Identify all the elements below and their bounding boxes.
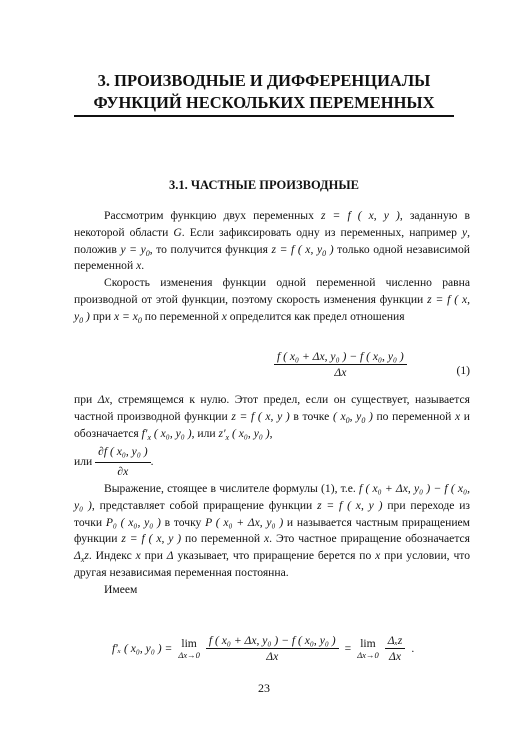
limit-operator <box>178 637 200 660</box>
body-text-block-2 <box>74 392 470 599</box>
text-run: . <box>141 259 145 273</box>
math-inline: ( x <box>332 409 346 423</box>
chapter-title-underline <box>74 115 454 117</box>
math-subscript: 0 <box>361 415 366 425</box>
fraction-denominator: ∂x <box>117 465 129 479</box>
fraction <box>206 634 339 663</box>
paragraph-5: Имеем <box>104 582 138 596</box>
chapter-title <box>60 70 468 117</box>
math-subscript: 0 <box>79 315 84 325</box>
text-run: по переменной <box>141 309 222 323</box>
text-run: при условии, что другая независимая переменная постоянна. <box>74 549 470 579</box>
text-run: , представляет собой приращение функции <box>91 498 318 512</box>
fraction-numerator: f ( x₀ + Δx, y₀ ) − f ( x₀, y₀ ) <box>206 634 339 649</box>
section-title: 3.1. ЧАСТНЫЕ ПРОИЗВОДНЫЕ <box>169 178 359 192</box>
math-subscript: 0 <box>322 248 327 258</box>
paragraph-3-tail <box>74 444 470 481</box>
text-run: , стремящемся к нулю. Этот предел, если он существует, называется частной производной функции <box>74 393 470 423</box>
text-run: Выражение, стоящее в числителе формулы (1), т.е. <box>104 481 360 495</box>
fraction-denominator: Δx <box>266 650 279 663</box>
math-inline: z <box>84 549 89 563</box>
text-run: и обозначается <box>74 409 470 440</box>
limit-subscript: Δx→0 <box>357 650 379 660</box>
math-inline: P ( x₀ + Δx, y₀ ) <box>205 515 284 529</box>
text-run: по переменной <box>181 532 265 546</box>
period: . <box>411 642 415 655</box>
limit-word: lim <box>181 637 197 650</box>
fraction <box>274 350 407 379</box>
fraction-numerator: Δₓz <box>385 634 406 649</box>
paragraph-1 <box>74 208 470 275</box>
formula-2-lhs: f′ₓ ( x₀, y₀ ) = <box>112 642 173 655</box>
fraction-numerator: ∂f ( x₀, y₀ ) <box>95 444 151 463</box>
text-run: , то получится функция <box>149 242 272 256</box>
math-inline: z = f ( x, y ) <box>320 209 400 222</box>
text-run: при переходе из точки <box>74 498 470 529</box>
equation-number: (1) <box>456 364 470 377</box>
limit-operator <box>357 637 379 660</box>
math-inline: y <box>461 225 468 239</box>
equals-sign: = <box>344 642 352 655</box>
math-inline: x <box>264 532 270 546</box>
paragraph-2 <box>74 275 470 325</box>
text-run: при <box>140 549 167 563</box>
math-subscript: 0 <box>345 415 350 425</box>
fraction-numerator: f ( x₀ + Δx, y₀ ) − f ( x₀, y₀ ) <box>274 350 407 365</box>
math-subscript: x <box>225 432 230 442</box>
page-number: 23 <box>258 681 270 695</box>
math-inline: Δ <box>166 549 174 563</box>
math-inline: z = f ( x, y <box>74 292 470 323</box>
text-run: , положив <box>74 225 470 256</box>
text-run: только одной независимой переменной <box>74 242 470 273</box>
text-run: . Если зафиксировать одну из переменных, например <box>181 225 462 239</box>
text-run: при <box>74 393 98 406</box>
math-subscript: 0 <box>137 315 142 325</box>
math-subscript: 0 <box>145 248 150 258</box>
math-inline: Δ <box>74 549 81 563</box>
limit-subscript: Δx→0 <box>178 650 200 660</box>
text-run: и называется частным приращением функции <box>74 515 471 546</box>
math-inline: x <box>135 549 141 563</box>
math-inline: ( x₀, y₀ ) <box>151 426 192 440</box>
math-inline: G <box>173 225 182 239</box>
text-run: Рассмотрим функцию двух переменных <box>104 209 321 222</box>
fraction-denominator: Δx <box>334 366 347 379</box>
math-inline: P₀ ( x₀, y₀ ) <box>105 515 161 529</box>
math-inline: z = f ( x, y <box>271 242 323 256</box>
fraction-denominator: Δx <box>389 650 401 663</box>
math-inline: x <box>221 309 227 323</box>
chapter-title-line-2: ФУНКЦИЙ НЕСКОЛЬКИХ ПЕРЕМЕННЫХ <box>93 93 435 112</box>
text-run: , <box>269 426 273 440</box>
text-run: . <box>150 455 154 469</box>
text-run: , заданную в некоторой области <box>74 209 471 239</box>
text-run: по переменной <box>372 409 455 423</box>
math-inline: , y <box>349 409 362 423</box>
math-inline: z = f ( x, y ) <box>231 409 290 423</box>
formula-1-fraction <box>274 350 407 379</box>
text-run: при <box>89 309 114 323</box>
math-inline: y = y <box>120 242 146 256</box>
math-inline: x <box>136 259 142 273</box>
math-inline: x = x <box>113 309 138 323</box>
text-run: , или <box>191 426 219 440</box>
text-run: в точке <box>289 409 333 423</box>
math-inline: z′ <box>218 426 226 440</box>
limit-word: lim <box>360 637 376 650</box>
math-inline: Δx <box>97 393 110 406</box>
text-run: или <box>74 455 96 469</box>
math-inline: ( x₀, y₀ ) <box>229 426 270 440</box>
formula-2 <box>112 634 414 663</box>
math-inline: f ( x₀ + Δx, y₀ ) − f ( x₀, y₀ ) <box>74 481 470 512</box>
paragraph-3 <box>74 392 470 442</box>
math-inline: x <box>375 549 381 563</box>
math-inline: ) <box>365 409 373 423</box>
paragraph-4 <box>74 481 470 582</box>
text-run: . Это частное приращение обозначается <box>269 532 471 546</box>
body-text-block-1 <box>74 208 470 326</box>
math-subscript: x <box>147 432 151 442</box>
math-inline: ) <box>83 309 90 323</box>
math-subscript: x <box>80 555 85 565</box>
fraction <box>385 634 406 663</box>
math-inline: f′ <box>141 426 148 440</box>
text-run: . Индекс <box>88 549 136 563</box>
partial-derivative-fraction <box>95 444 151 481</box>
chapter-title-line-1: 3. ПРОИЗВОДНЫЕ И ДИФФЕРЕНЦИАЛЫ <box>97 71 431 90</box>
math-inline: ) <box>326 242 334 256</box>
math-inline: x <box>454 409 461 423</box>
math-inline: z = f ( x, y ) <box>121 532 182 546</box>
text-run: указывает, что приращение берется по <box>173 549 376 563</box>
math-inline: z = f ( x, y ) <box>317 498 383 512</box>
text-run: в точку <box>160 515 206 529</box>
formula-1 <box>74 350 470 388</box>
text-run: Скорость изменения функции одной переменной численно равна производной от этой функции, поэтому скорость изменения функции <box>74 276 470 306</box>
text-run: определится как предел отношения <box>226 309 405 323</box>
